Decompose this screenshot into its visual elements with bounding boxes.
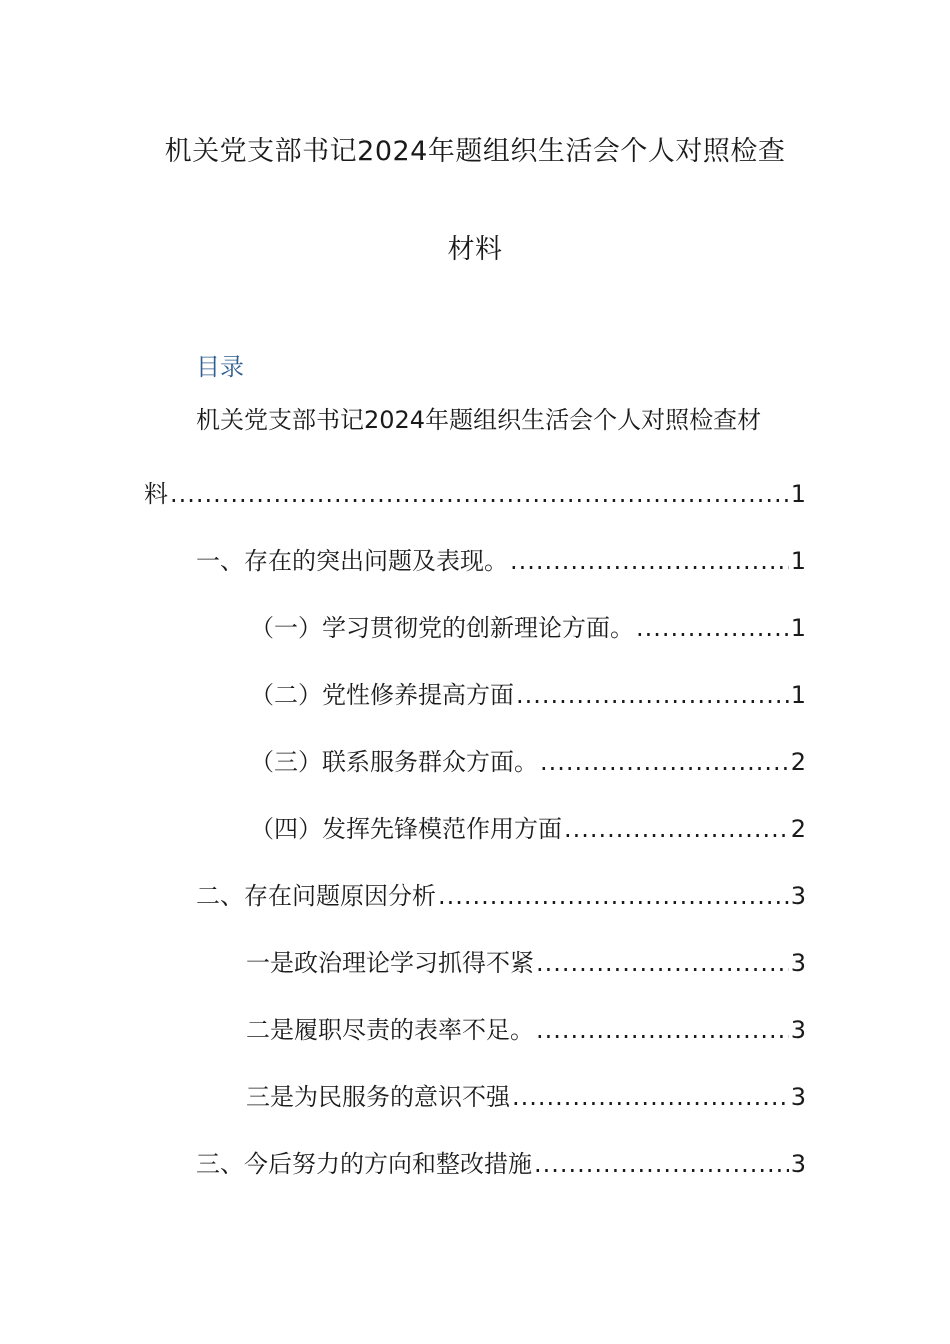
- toc-page-number: 1: [790, 614, 806, 642]
- toc-leader-dots: [636, 610, 789, 646]
- toc-entry-subsection-1-1[interactable]: [250, 610, 806, 646]
- toc-entry-section-1[interactable]: [196, 543, 806, 579]
- toc-leader-dots: [536, 1012, 789, 1048]
- toc-leader-dots: [512, 1079, 789, 1115]
- toc-entry-1-line-2[interactable]: [144, 476, 806, 512]
- toc-page-number: 3: [790, 1016, 806, 1044]
- toc-page-number: 3: [790, 882, 806, 910]
- toc-leader-dots: [534, 1146, 789, 1182]
- toc-entry-1-line-1[interactable]: 机关党支部书记2024年题组织生活会个人对照检查材: [196, 406, 762, 434]
- toc-entry-subsection-1-4[interactable]: [250, 811, 806, 847]
- toc-entry-label: （一）学习贯彻党的创新理论方面。: [250, 614, 634, 642]
- toc-entry-subsection-1-2[interactable]: [250, 677, 806, 713]
- toc-leader-dots: [170, 476, 789, 512]
- toc-page-number: 1: [790, 480, 806, 508]
- document-title-line-2: 材料: [447, 234, 503, 265]
- toc-entry-subsection-1-3[interactable]: [250, 744, 806, 780]
- toc-entry-label: （二）党性修养提高方面: [250, 681, 514, 709]
- toc-entry-label: 一、存在的突出问题及表现。: [196, 547, 508, 575]
- toc-entry-subsection-2-2[interactable]: [246, 1012, 806, 1048]
- toc-page-number: 3: [790, 949, 806, 977]
- toc-page-number: 1: [790, 547, 806, 575]
- toc-entry-label: 二是履职尽责的表率不足。: [246, 1016, 534, 1044]
- toc-page-number: 3: [790, 1150, 806, 1178]
- toc-entry-section-3[interactable]: [196, 1146, 806, 1182]
- toc-entry-subsection-2-1[interactable]: [246, 945, 806, 981]
- toc-entry-subsection-2-3[interactable]: [246, 1079, 806, 1115]
- toc-leader-dots: [564, 811, 789, 847]
- toc-entry-label: 三、今后努力的方向和整改措施: [196, 1150, 532, 1178]
- document-title-line-1: 机关党支部书记2024年题组织生活会个人对照检查: [164, 136, 786, 167]
- toc-entry-label: 料: [144, 480, 168, 508]
- toc-leader-dots: [516, 677, 789, 713]
- toc-entry-label: 二、存在问题原因分析: [196, 882, 436, 910]
- toc-entry-section-2[interactable]: [196, 878, 806, 914]
- toc-leader-dots: [510, 543, 789, 579]
- toc-entry-label: （四）发挥先锋模范作用方面: [250, 815, 562, 843]
- toc-page-number: 1: [790, 681, 806, 709]
- toc-entry-label: 一是政治理论学习抓得不紧: [246, 949, 534, 977]
- toc-entry-label: 三是为民服务的意识不强: [246, 1083, 510, 1111]
- toc-page-number: 2: [790, 815, 806, 843]
- toc-entry-label: （三）联系服务群众方面。: [250, 748, 538, 776]
- toc-leader-dots: [540, 744, 789, 780]
- toc-page-number: 2: [790, 748, 806, 776]
- toc-heading[interactable]: 目录: [196, 353, 244, 381]
- toc-page-number: 3: [790, 1083, 806, 1111]
- toc-leader-dots: [438, 878, 789, 914]
- toc-leader-dots: [536, 945, 789, 981]
